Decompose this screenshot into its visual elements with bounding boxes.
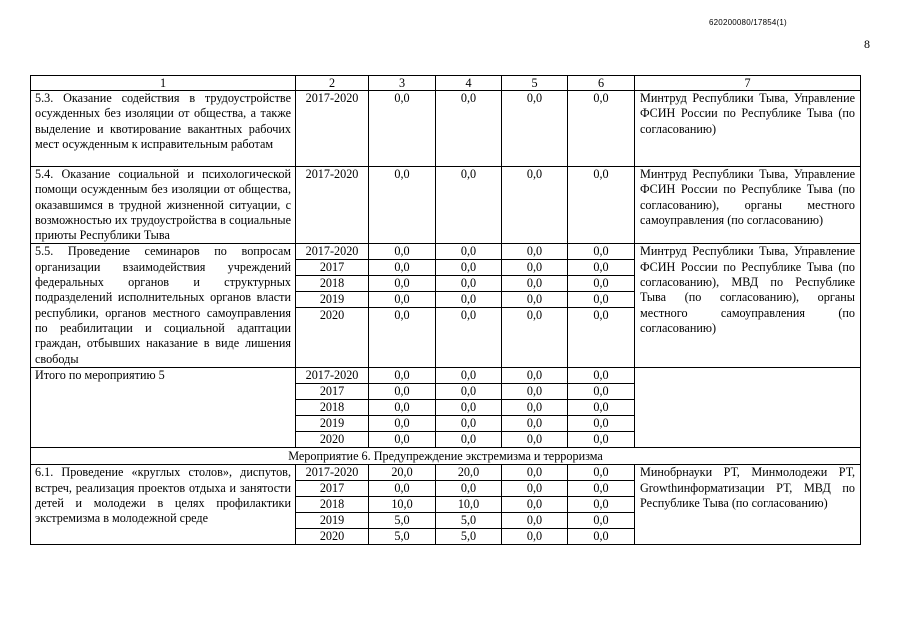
value-cell: 5,0 — [436, 529, 502, 545]
value-cell: 0,0 — [568, 167, 635, 244]
column-header: 6 — [568, 76, 635, 91]
value-cell: 0,0 — [502, 368, 568, 384]
value-cell: 0,0 — [436, 416, 502, 432]
period-cell: 2019 — [296, 513, 369, 529]
period-cell: 2019 — [296, 292, 369, 308]
value-cell: 0,0 — [502, 260, 568, 276]
table-row — [31, 465, 861, 481]
value-cell: 0,0 — [568, 368, 635, 384]
value-cell: 0,0 — [436, 308, 502, 368]
total-label: Итого по мероприятию 5 — [31, 368, 296, 448]
value-cell: 0,0 — [436, 167, 502, 244]
value-cell: 0,0 — [502, 432, 568, 448]
value-cell: 0,0 — [369, 384, 436, 400]
value-cell: 0,0 — [502, 481, 568, 497]
section-heading-row — [31, 448, 861, 465]
value-cell: 0,0 — [568, 244, 635, 260]
value-cell: 5,0 — [369, 529, 436, 545]
period-cell: 2020 — [296, 432, 369, 448]
empty-cell — [635, 368, 861, 448]
period-cell: 2017-2020 — [296, 244, 369, 260]
value-cell: 0,0 — [502, 167, 568, 244]
activity-description: 5.5. Проведение семинаров по вопросам организации взаимодействия учреждений федеральных органов и структурных подразделений исполнительных органов власти республики, органов местного самоуправления по реабилитации и социальной адаптации граждан, отбывших наказание в виде лишения свободы — [31, 244, 296, 368]
column-header: 5 — [502, 76, 568, 91]
value-cell: 0,0 — [568, 400, 635, 416]
value-cell: 0,0 — [568, 416, 635, 432]
period-cell: 2018 — [296, 497, 369, 513]
value-cell: 20,0 — [369, 465, 436, 481]
value-cell: 0,0 — [436, 432, 502, 448]
value-cell: 0,0 — [502, 529, 568, 545]
value-cell: 0,0 — [436, 244, 502, 260]
responsible-cell: Минтруд Республики Тыва, Управление ФСИН России по Республике Тыва (по согласованию), МВД по Республике Тыва (по согласованию), органы местного самоуправления (по согласованию) — [635, 244, 861, 368]
value-cell: 0,0 — [369, 91, 436, 167]
value-cell: 0,0 — [369, 292, 436, 308]
value-cell: 0,0 — [502, 276, 568, 292]
value-cell: 0,0 — [369, 276, 436, 292]
value-cell: 10,0 — [436, 497, 502, 513]
period-cell: 2019 — [296, 416, 369, 432]
value-cell: 0,0 — [568, 276, 635, 292]
column-header: 7 — [635, 76, 861, 91]
page-number: 8 — [864, 37, 870, 51]
value-cell: 0,0 — [568, 308, 635, 368]
value-cell: 0,0 — [436, 292, 502, 308]
period-cell: 2017-2020 — [296, 465, 369, 481]
activity-description: 5.4. Оказание социальной и психологической помощи осужденным без изоляции от общества, оказавшимся в трудной жизненной ситуации, с возможностью их трудоустройства в социальные приюты Республики Тыва — [31, 167, 296, 244]
value-cell: 0,0 — [568, 260, 635, 276]
value-cell: 0,0 — [502, 91, 568, 167]
period-cell: 2017-2020 — [296, 368, 369, 384]
value-cell: 0,0 — [369, 368, 436, 384]
value-cell: 0,0 — [369, 308, 436, 368]
value-cell: 0,0 — [568, 481, 635, 497]
value-cell: 5,0 — [436, 513, 502, 529]
value-cell: 0,0 — [369, 416, 436, 432]
value-cell: 0,0 — [502, 513, 568, 529]
value-cell: 0,0 — [436, 91, 502, 167]
value-cell: 0,0 — [568, 497, 635, 513]
value-cell: 0,0 — [568, 91, 635, 167]
column-header: 2 — [296, 76, 369, 91]
value-cell: 0,0 — [502, 292, 568, 308]
period-cell: 2020 — [296, 308, 369, 368]
value-cell: 0,0 — [568, 513, 635, 529]
value-cell: 0,0 — [568, 292, 635, 308]
value-cell: 0,0 — [436, 481, 502, 497]
section-title: Мероприятие 6. Предупреждение экстремизма и терроризма — [31, 448, 861, 465]
activity-description: 5.3. Оказание содействия в трудоустройстве осужденных без изоляции от общества, а также выделение и квотирование вакантных рабочих мест осужденным к исправительным работам — [31, 91, 296, 167]
value-cell: 0,0 — [502, 497, 568, 513]
value-cell: 0,0 — [369, 260, 436, 276]
period-cell: 2018 — [296, 400, 369, 416]
period-cell: 2020 — [296, 529, 369, 545]
value-cell: 0,0 — [436, 384, 502, 400]
period-cell: 2018 — [296, 276, 369, 292]
value-cell: 10,0 — [369, 497, 436, 513]
value-cell: 0,0 — [502, 308, 568, 368]
responsible-cell: Минтруд Республики Тыва, Управление ФСИН России по Республике Тыва (по согласованию), органы местного самоуправления (по согласованию) — [635, 167, 861, 244]
value-cell: 20,0 — [436, 465, 502, 481]
responsible-cell: Минтруд Республики Тыва, Управление ФСИН России по Республике Тыва (по согласованию) — [635, 91, 861, 167]
column-header: 3 — [369, 76, 436, 91]
period-cell: 2017 — [296, 260, 369, 276]
value-cell: 0,0 — [436, 276, 502, 292]
value-cell: 0,0 — [502, 384, 568, 400]
value-cell: 0,0 — [568, 465, 635, 481]
value-cell: 0,0 — [369, 167, 436, 244]
value-cell: 0,0 — [369, 432, 436, 448]
column-number-row — [31, 76, 861, 91]
value-cell: 0,0 — [502, 244, 568, 260]
value-cell: 0,0 — [568, 432, 635, 448]
table-row — [31, 244, 861, 260]
program-table — [30, 75, 861, 545]
column-header: 1 — [31, 76, 296, 91]
value-cell: 0,0 — [369, 400, 436, 416]
value-cell: 0,0 — [502, 416, 568, 432]
value-cell: 0,0 — [502, 465, 568, 481]
value-cell: 0,0 — [568, 529, 635, 545]
period-cell: 2017-2020 — [296, 91, 369, 167]
period-cell: 2017 — [296, 384, 369, 400]
column-header: 4 — [436, 76, 502, 91]
value-cell: 0,0 — [436, 368, 502, 384]
value-cell: 0,0 — [436, 400, 502, 416]
table-row — [31, 368, 861, 384]
table-row — [31, 91, 861, 167]
value-cell: 5,0 — [369, 513, 436, 529]
value-cell: 0,0 — [568, 384, 635, 400]
activity-description: 6.1. Проведение «круглых столов», диспутов, встреч, реализация проектов отдыха и занятости детей и молодежи в целях профилактики экстремизма в молодежной среде — [31, 465, 296, 545]
value-cell: 0,0 — [502, 400, 568, 416]
table-row — [31, 167, 861, 244]
document-id: 620200080/17854(1) — [709, 18, 787, 27]
period-cell: 2017 — [296, 481, 369, 497]
value-cell: 0,0 — [369, 244, 436, 260]
responsible-cell: Минобрнауки РТ, Минмолодежи РТ, Growthинформатизации РТ, МВД по Республике Тыва (по согласованию) — [635, 465, 861, 545]
value-cell: 0,0 — [369, 481, 436, 497]
period-cell: 2017-2020 — [296, 167, 369, 244]
value-cell: 0,0 — [436, 260, 502, 276]
